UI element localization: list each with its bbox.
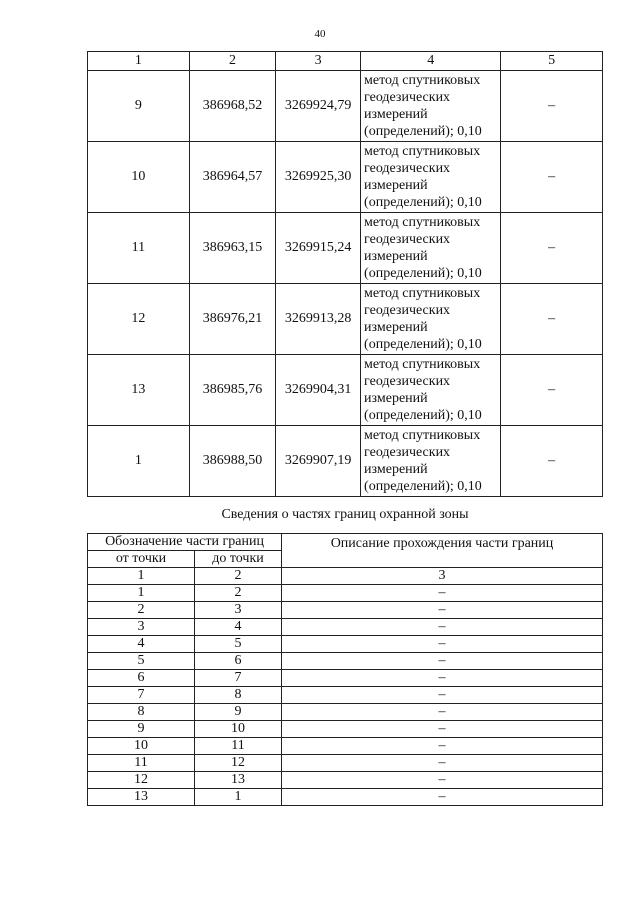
- point-number-cell: 1: [88, 426, 190, 497]
- description-cell: –: [282, 721, 603, 738]
- to-point-header: до точки: [195, 551, 282, 568]
- method-cell: [361, 142, 501, 213]
- header-cell: 3: [276, 52, 361, 71]
- from-point-header: от точки: [88, 551, 195, 568]
- from-point-cell: 3: [88, 619, 195, 636]
- point-number-cell: 9: [88, 71, 190, 142]
- method-line: (определений); 0,10: [364, 337, 482, 352]
- method-line: геодезических: [364, 445, 451, 460]
- numbering-cell: 3: [282, 568, 603, 585]
- header-cell: 4: [361, 52, 501, 71]
- method-line: (определений); 0,10: [364, 408, 482, 423]
- coordinate-x-cell: 386964,57: [189, 142, 276, 213]
- description-cell: –: [282, 704, 603, 721]
- description-cell: –: [282, 602, 603, 619]
- to-point-cell: 10: [195, 721, 282, 738]
- to-point-cell: 3: [195, 602, 282, 619]
- method-line: измерений: [364, 320, 428, 335]
- coordinate-x-cell: 386976,21: [189, 284, 276, 355]
- method-line: метод спутниковых: [364, 144, 481, 159]
- table-row: [88, 772, 603, 789]
- method-line: измерений: [364, 249, 428, 264]
- method-line: геодезических: [364, 303, 451, 318]
- table-row: [88, 284, 603, 355]
- method-line: измерений: [364, 107, 428, 122]
- description-cell: –: [282, 789, 603, 806]
- to-point-cell: 6: [195, 653, 282, 670]
- description-cell: –: [282, 687, 603, 704]
- coordinate-y-cell: 3269925,30: [276, 142, 361, 213]
- table-row: [88, 789, 603, 806]
- page-number: 40: [314, 28, 326, 40]
- coordinate-y-cell: 3269904,31: [276, 355, 361, 426]
- method-cell: [361, 355, 501, 426]
- description-cell: –: [282, 585, 603, 602]
- method-cell: [361, 71, 501, 142]
- note-cell: –: [501, 355, 603, 426]
- numbering-cell: 1: [88, 568, 195, 585]
- coordinate-y-cell: 3269913,28: [276, 284, 361, 355]
- to-point-cell: 13: [195, 772, 282, 789]
- from-point-cell: 2: [88, 602, 195, 619]
- from-point-cell: 1: [88, 585, 195, 602]
- method-line: (определений); 0,10: [364, 479, 482, 494]
- coordinate-x-cell: 386963,15: [189, 213, 276, 284]
- method-line: измерений: [364, 391, 428, 406]
- description-header: Описание прохождения части границ: [282, 534, 603, 568]
- table-row: [88, 602, 603, 619]
- from-point-cell: 12: [88, 772, 195, 789]
- table-row: [88, 755, 603, 772]
- table-row: [88, 670, 603, 687]
- note-cell: –: [501, 426, 603, 497]
- table-row: [88, 71, 603, 142]
- to-point-cell: 2: [195, 585, 282, 602]
- method-line: измерений: [364, 462, 428, 477]
- to-point-cell: 11: [195, 738, 282, 755]
- description-cell: –: [282, 755, 603, 772]
- group-header: Обозначение части границ: [88, 534, 282, 551]
- coordinate-x-cell: 386968,52: [189, 71, 276, 142]
- from-point-cell: 10: [88, 738, 195, 755]
- numbering-row: [88, 568, 603, 585]
- method-line: геодезических: [364, 90, 451, 105]
- to-point-cell: 5: [195, 636, 282, 653]
- method-cell: [361, 426, 501, 497]
- to-point-cell: 4: [195, 619, 282, 636]
- note-cell: –: [501, 71, 603, 142]
- coordinate-y-cell: 3269907,19: [276, 426, 361, 497]
- from-point-cell: 13: [88, 789, 195, 806]
- coordinate-y-cell: 3269924,79: [276, 71, 361, 142]
- table-row: [88, 721, 603, 738]
- point-number-cell: 13: [88, 355, 190, 426]
- description-cell: –: [282, 738, 603, 755]
- coordinate-x-cell: 386985,76: [189, 355, 276, 426]
- section-title: Сведения о частях границ охранной зоны: [221, 507, 469, 522]
- method-line: (определений); 0,10: [364, 266, 482, 281]
- table-row: [88, 585, 603, 602]
- description-cell: –: [282, 636, 603, 653]
- from-point-cell: 11: [88, 755, 195, 772]
- coordinates-table: [87, 51, 603, 497]
- from-point-cell: 5: [88, 653, 195, 670]
- from-point-cell: 8: [88, 704, 195, 721]
- description-cell: –: [282, 619, 603, 636]
- boundary-parts-table: [87, 533, 603, 806]
- header-cell: 2: [189, 52, 276, 71]
- table-row: [88, 653, 603, 670]
- method-line: метод спутниковых: [364, 428, 481, 443]
- table-row: [88, 142, 603, 213]
- to-point-cell: 1: [195, 789, 282, 806]
- table-row: [88, 426, 603, 497]
- point-number-cell: 12: [88, 284, 190, 355]
- to-point-cell: 8: [195, 687, 282, 704]
- method-line: геодезических: [364, 374, 451, 389]
- to-point-cell: 7: [195, 670, 282, 687]
- method-line: геодезических: [364, 161, 451, 176]
- point-number-cell: 10: [88, 142, 190, 213]
- table-row: [88, 355, 603, 426]
- coordinate-x-cell: 386988,50: [189, 426, 276, 497]
- description-cell: –: [282, 670, 603, 687]
- description-cell: –: [282, 653, 603, 670]
- table-row: [88, 738, 603, 755]
- from-point-cell: 9: [88, 721, 195, 738]
- from-point-cell: 4: [88, 636, 195, 653]
- method-line: измерений: [364, 178, 428, 193]
- from-point-cell: 7: [88, 687, 195, 704]
- method-line: (определений); 0,10: [364, 195, 482, 210]
- header-cell: 1: [88, 52, 190, 71]
- method-line: метод спутниковых: [364, 215, 481, 230]
- method-cell: [361, 213, 501, 284]
- method-line: метод спутниковых: [364, 286, 481, 301]
- to-point-cell: 9: [195, 704, 282, 721]
- coordinate-y-cell: 3269915,24: [276, 213, 361, 284]
- method-line: геодезических: [364, 232, 451, 247]
- method-cell: [361, 284, 501, 355]
- note-cell: –: [501, 284, 603, 355]
- table-header-row: [88, 534, 603, 551]
- from-point-cell: 6: [88, 670, 195, 687]
- note-cell: –: [501, 213, 603, 284]
- table-row: [88, 687, 603, 704]
- description-cell: –: [282, 772, 603, 789]
- table-header-row: [88, 52, 603, 71]
- to-point-cell: 12: [195, 755, 282, 772]
- header-cell: 5: [501, 52, 603, 71]
- table-row: [88, 619, 603, 636]
- point-number-cell: 11: [88, 213, 190, 284]
- table-row: [88, 704, 603, 721]
- method-line: метод спутниковых: [364, 73, 481, 88]
- method-line: (определений); 0,10: [364, 124, 482, 139]
- table-row: [88, 213, 603, 284]
- table-row: [88, 636, 603, 653]
- numbering-cell: 2: [195, 568, 282, 585]
- method-line: метод спутниковых: [364, 357, 481, 372]
- note-cell: –: [501, 142, 603, 213]
